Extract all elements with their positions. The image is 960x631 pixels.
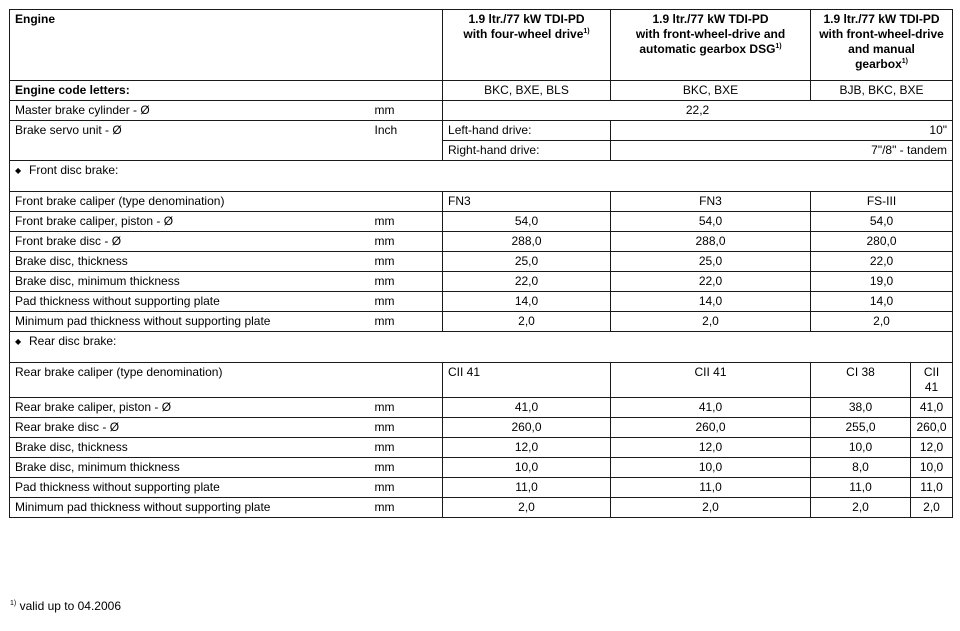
front-caliper-col-3: FS-III — [811, 192, 953, 212]
value-col-1: 288,0 — [443, 232, 611, 252]
engine-label: Engine — [10, 10, 443, 81]
engine-codes-row — [10, 81, 953, 101]
engine-codes-col-1: BKC, BXE, BLS — [443, 81, 611, 101]
row-unit: mm — [370, 478, 443, 498]
value-col-3: 38,0 — [811, 398, 911, 418]
diamond-bullet-icon: ◆ — [15, 166, 22, 175]
spec-row — [10, 418, 953, 438]
row-unit: mm — [370, 498, 443, 518]
value-col-1: 260,0 — [443, 418, 611, 438]
spec-row — [10, 438, 953, 458]
row-label: Rear brake caliper (type denomination) — [10, 363, 443, 398]
header-col-1 — [443, 10, 611, 81]
header-col-1-line-2: with four-wheel drive — [463, 27, 584, 41]
front-caliper-col-1: FN3 — [443, 192, 611, 212]
row-unit: mm — [370, 418, 443, 438]
row-label: Minimum pad thickness without supporting plate — [10, 312, 370, 332]
value-col-2: 12,0 — [611, 438, 811, 458]
header-col-3-line-4: gearbox — [855, 57, 902, 71]
value-col-3: 11,0 — [811, 478, 911, 498]
spec-row — [10, 252, 953, 272]
value-col-1: 10,0 — [443, 458, 611, 478]
header-col-3-line-2: with front-wheel-drive — [819, 27, 944, 41]
header-row — [10, 10, 953, 81]
value-col-3: 2,0 — [811, 498, 911, 518]
row-label: Brake disc, thickness — [10, 438, 370, 458]
footnote-ref: 1) — [901, 58, 908, 65]
spec-row — [10, 292, 953, 312]
value-col-4: 260,0 — [911, 418, 953, 438]
value-col-4: 10,0 — [911, 458, 953, 478]
row-label: Master brake cylinder - Ø — [10, 101, 370, 121]
value-col-3: 2,0 — [811, 312, 953, 332]
rear-caliper-col-3: CI 38 — [811, 363, 911, 398]
value-col-1: 22,0 — [443, 272, 611, 292]
header-col-2-line-3: automatic gearbox DSG — [639, 42, 776, 56]
rear-caliper-col-1: CII 41 — [443, 363, 611, 398]
header-col-2 — [611, 10, 811, 81]
value-col-2: 41,0 — [611, 398, 811, 418]
row-label: Front brake disc - Ø — [10, 232, 370, 252]
value-col-2: 14,0 — [611, 292, 811, 312]
master-cylinder-value: 22,2 — [443, 101, 953, 121]
lhd-label: Left-hand drive: — [443, 121, 611, 141]
engine-codes-label: Engine code letters: — [10, 81, 443, 101]
value-col-1: 2,0 — [443, 498, 611, 518]
spec-row — [10, 232, 953, 252]
footnote-marker: 1) — [10, 600, 17, 607]
value-col-4: 41,0 — [911, 398, 953, 418]
row-label: Brake disc, minimum thickness — [10, 458, 370, 478]
value-col-1: 11,0 — [443, 478, 611, 498]
value-col-1: 41,0 — [443, 398, 611, 418]
row-unit: mm — [370, 272, 443, 292]
value-col-1: 2,0 — [443, 312, 611, 332]
value-col-2: 2,0 — [611, 498, 811, 518]
row-unit: mm — [370, 101, 443, 121]
header-col-1-line-1: 1.9 ltr./77 kW TDI-PD — [468, 12, 585, 26]
diamond-bullet-icon: ◆ — [15, 337, 22, 346]
row-unit: mm — [370, 292, 443, 312]
value-col-3: 54,0 — [811, 212, 953, 232]
rear-caliper-row — [10, 363, 953, 398]
rear-caliper-col-4-line-2: 41 — [924, 380, 939, 394]
section-title: Front disc brake: — [29, 163, 119, 177]
rhd-label: Right-hand drive: — [443, 141, 611, 161]
header-col-3 — [811, 10, 953, 81]
engine-codes-col-2: BKC, BXE — [611, 81, 811, 101]
value-col-2: 22,0 — [611, 272, 811, 292]
row-unit: mm — [370, 312, 443, 332]
value-col-1: 25,0 — [443, 252, 611, 272]
value-col-2: 11,0 — [611, 478, 811, 498]
section-title: Rear disc brake: — [29, 334, 117, 348]
rear-caliper-col-4 — [911, 363, 953, 398]
row-unit: mm — [370, 458, 443, 478]
spec-row — [10, 478, 953, 498]
row-unit: Inch — [370, 121, 443, 161]
value-col-3: 22,0 — [811, 252, 953, 272]
row-unit: mm — [370, 398, 443, 418]
lhd-value: 10" — [611, 121, 953, 141]
spec-row — [10, 398, 953, 418]
front-section-row — [10, 161, 953, 192]
rear-caliper-col-4-line-1: CII — [923, 365, 940, 379]
row-label: Minimum pad thickness without supporting plate — [10, 498, 370, 518]
row-label: Front brake caliper, piston - Ø — [10, 212, 370, 232]
value-col-2: 25,0 — [611, 252, 811, 272]
footnote-ref: 1) — [583, 28, 590, 35]
engine-codes-col-3: BJB, BKC, BXE — [811, 81, 953, 101]
header-col-3-line-1: 1.9 ltr./77 kW TDI-PD — [823, 12, 940, 26]
header-col-2-line-1: 1.9 ltr./77 kW TDI-PD — [652, 12, 769, 26]
row-label: Front brake caliper (type denomination) — [10, 192, 443, 212]
spec-row — [10, 212, 953, 232]
row-unit: mm — [370, 212, 443, 232]
front-caliper-row — [10, 192, 953, 212]
value-col-3: 280,0 — [811, 232, 953, 252]
value-col-1: 14,0 — [443, 292, 611, 312]
value-col-2: 288,0 — [611, 232, 811, 252]
value-col-2: 2,0 — [611, 312, 811, 332]
rear-caliper-col-2: CII 41 — [611, 363, 811, 398]
header-col-3-line-3: and manual — [848, 42, 915, 56]
spec-row — [10, 458, 953, 478]
master-cylinder-row — [10, 101, 953, 121]
front-section-heading — [10, 161, 953, 192]
rear-section-heading — [10, 332, 953, 363]
row-label: Rear brake caliper, piston - Ø — [10, 398, 370, 418]
value-col-2: 54,0 — [611, 212, 811, 232]
value-col-3: 19,0 — [811, 272, 953, 292]
value-col-4: 2,0 — [911, 498, 953, 518]
value-col-3: 10,0 — [811, 438, 911, 458]
rhd-value: 7"/8" - tandem — [611, 141, 953, 161]
value-col-3: 14,0 — [811, 292, 953, 312]
row-label: Brake disc, thickness — [10, 252, 370, 272]
row-label: Pad thickness without supporting plate — [10, 478, 370, 498]
value-col-4: 12,0 — [911, 438, 953, 458]
spec-row — [10, 272, 953, 292]
spec-row — [10, 312, 953, 332]
rear-section-row — [10, 332, 953, 363]
value-col-4: 11,0 — [911, 478, 953, 498]
row-label: Rear brake disc - Ø — [10, 418, 370, 438]
value-col-3: 255,0 — [811, 418, 911, 438]
value-col-3: 8,0 — [811, 458, 911, 478]
row-label: Brake disc, minimum thickness — [10, 272, 370, 292]
row-unit: mm — [370, 232, 443, 252]
row-unit: mm — [370, 438, 443, 458]
value-col-1: 12,0 — [443, 438, 611, 458]
brake-servo-row — [10, 121, 953, 141]
footnote-text: valid up to 04.2006 — [19, 599, 121, 613]
front-caliper-col-2: FN3 — [611, 192, 811, 212]
footnote-ref: 1) — [775, 43, 782, 50]
row-label: Brake servo unit - Ø — [10, 121, 370, 161]
row-label: Pad thickness without supporting plate — [10, 292, 370, 312]
value-col-2: 10,0 — [611, 458, 811, 478]
header-col-2-line-2: with front-wheel-drive and — [635, 27, 786, 41]
footnote — [10, 599, 121, 613]
value-col-1: 54,0 — [443, 212, 611, 232]
row-unit: mm — [370, 252, 443, 272]
spec-row — [10, 498, 953, 518]
brake-spec-table — [9, 9, 953, 518]
value-col-2: 260,0 — [611, 418, 811, 438]
